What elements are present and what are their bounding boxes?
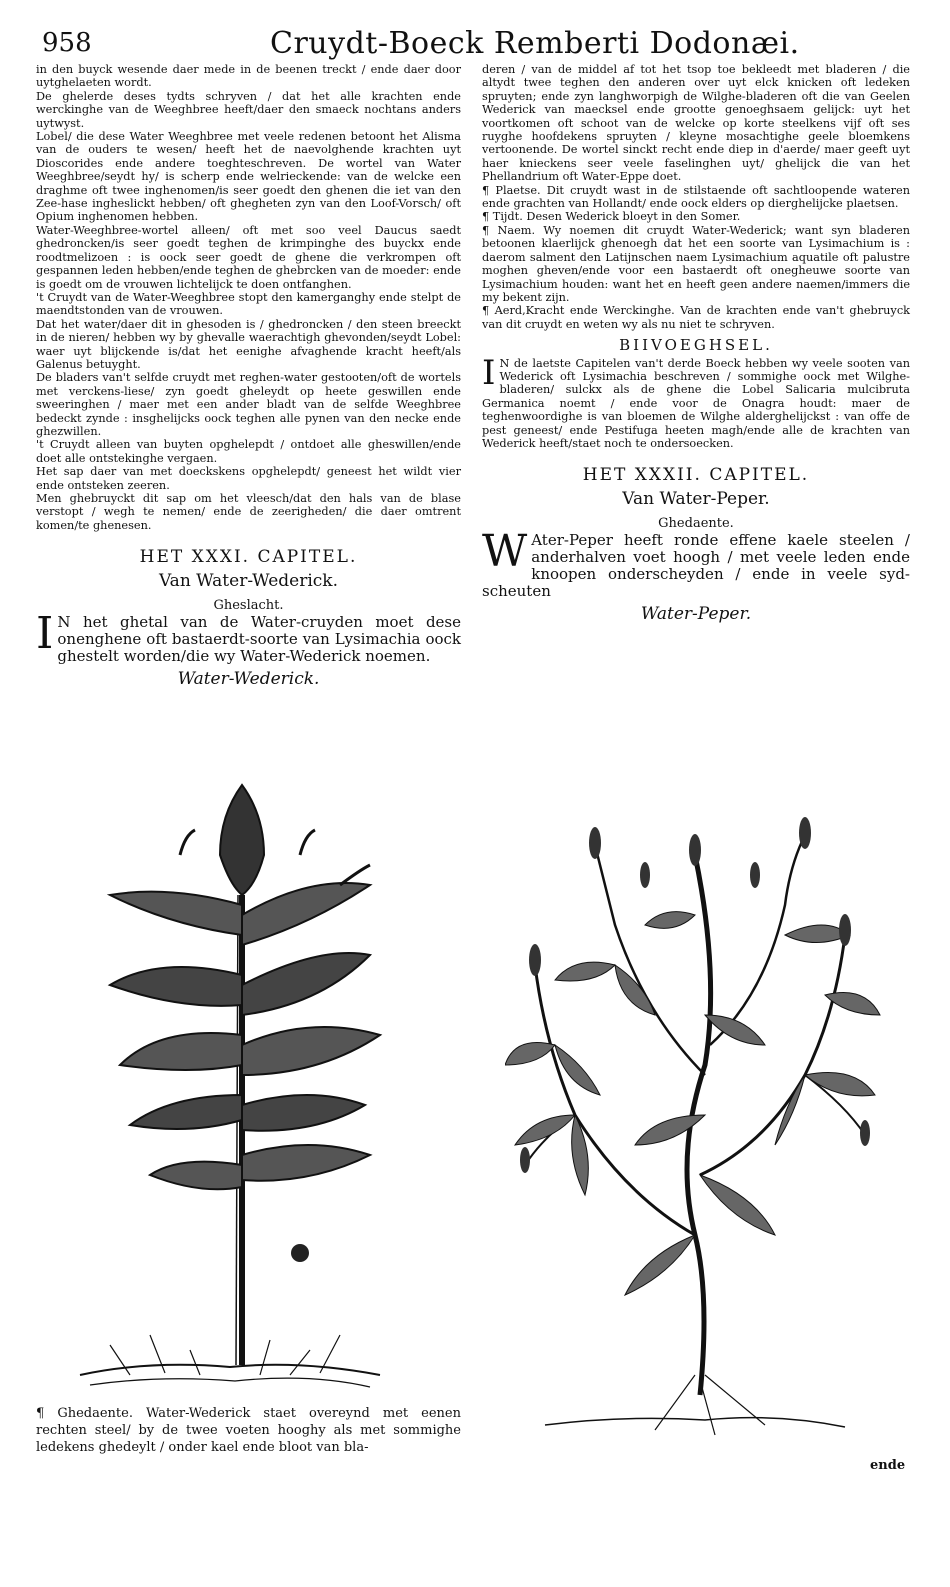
water-wederick-illustration	[70, 775, 390, 1400]
right-column	[482, 63, 910, 625]
paragraph: Lobel/ die dese Water Weeghbree met veele redenen betoont het Alisma van de ouders te wesen/ heeft het de naevolghende krachten uyt Dioscorides ende andere toeghteschreven. De wortel van Water Weeghbree/seydt hy/ is scherp ende welrieckende: van de welcke een draghme oft twee inghenomen/is seer goedt den ghenen die iet van den Zee-hase ingheslickt hebben/ oft ghegheten zyn van den Loof-Vorsch/ oft Opium inghenomen hebben.	[36, 130, 461, 224]
page-header	[40, 26, 910, 66]
paragraph: deren / van de middel af tot het tsop toe bekleedt met bladeren / die altydt twee teghen den anderen over uyt elck knicken oft ledeken spruyten; ende zyn langhworpigh de Wilghe-bladeren oft die van Geelen Wederick van maecksel ende grootte genoeghsaem gelijck: uyt het voortkomen oft schoot van de welcke op korte steelkens vijf oft ses ruyghe hoofdekens spruyten / kleyne mosachtighe geele bloemkens vertoonende. De wortel sinckt recht ende diep in d'aerde/ maer geeft uyt haer knieckens seer veele faselinghen uyt/ ghelijck die van het Phellandrium oft Water-Eppe doet.	[482, 63, 910, 184]
paragraph: ¶ Aerd,Kracht ende Werckinghe. Van de krachten ende van't ghebruyck van dit cruydt en weten wy als nu niet te schryven.	[482, 304, 910, 331]
page-number: 958	[42, 28, 92, 58]
water-peper-illustration	[505, 815, 885, 1455]
chapter-intro-text: Ater-Peper heeft ronde effene kaele steelen / anderhalven voet hoogh / met veele leden ende knoopen onderscheyden / ende in veele syd-scheuten	[482, 531, 910, 601]
paragraph: Dat het water/daer dit in ghesoden is / ghedroncken / den steen breeckt in de nieren/ hebben wy by ghevalle waerachtigh ghevonden/seydt Lobel: waer uyt blijckende is/dat het eenighe afvaghende kracht heeft/als Galenus betuyght.	[36, 317, 461, 371]
chapter-subtitle: Van Water-Peper.	[622, 489, 770, 510]
paragraph: De bladers van't selfde cruydt met reghen-water gestooten/oft de wortels met verckens-liese/ zyn goedt gheleydt op heete geswillen ende sweeringhen / maer met een ander bladt van de selfde Weeghbree bedeckt zynde : insghelijcks oock teghen alle pynen van den necke ende ghezwillen.	[36, 371, 461, 438]
section-label: Ghedaente.	[658, 516, 734, 532]
paragraph: 't Cruydt alleen van buyten opghelepdt / ontdoet alle gheswillen/ende doet alle ontstekinghe vergaen.	[36, 438, 461, 465]
figure-caption: Water-Wederick.	[177, 669, 320, 690]
bijvoegsel-text	[482, 352, 910, 451]
paragraph: De ghelerde deses tydts schryven / dat het alle krachten ende werckinghe van de Weeghbree heeft/daer den smaeck nochtans anders uytwyst.	[36, 89, 461, 130]
left-column	[36, 63, 461, 690]
section-label: Gheslacht.	[213, 598, 284, 614]
paragraph: ¶ Naem. Wy noemen dit cruydt Water-Wederick; want syn bladeren betoonen klaerlijck ghenoegh dat het een soorte van Lysimachium is : daerom salment den Latijnschen naem Lysimachium aquatile oft palustre moghen gheven/ende voor een bastaerdt oft onegheuwe soorte van Lysimachium houden: want het en heeft geen andere naemen/immers die my bekent zijn.	[482, 223, 910, 304]
left-bottom-text: ¶ Ghedaente. Water-Wederick staet overeynd met eenen rechten steel/ by de twee voeten hooghy als met sommighe ledekens ghedeylt / onder kael ende bloot van bla-	[36, 1406, 461, 1455]
figure-caption: Water-Peper.	[640, 604, 752, 625]
paragraph: in den buyck wesende daer mede in de beenen treckt / ende daer door uytghelaeten wordt.	[36, 63, 461, 90]
chapter-intro	[36, 608, 461, 666]
catchword: ende	[870, 1458, 906, 1473]
chapter-subtitle: Van Water-Wederick.	[158, 571, 339, 592]
drop-cap: I	[36, 608, 54, 660]
bijvoegsel-title: BIIVOEGHSEL.	[619, 336, 773, 355]
chapter-title: HET XXXII. CAPITEL.	[582, 465, 810, 486]
paragraph: 't Cruydt van de Water-Weeghbree stopt den kamerganghy ende stelpt de maendtstonden van de vrouwen.	[36, 290, 461, 318]
chapter-intro	[482, 526, 910, 601]
chapter-intro-text: N het ghetal van de Water-cruyden moet dese onenghene oft bastaerdt-soorte van Lysimachia oock ghestelt worden/die wy Water-Wederick noemen.	[57, 613, 461, 666]
bijvoegsel-body: N de laetste Capitelen van't derde Boeck hebben wy veele sooten van Wederick oft Lysimachia beschreven / sommighe oock met Wilghe-bladeren/ sulckx als de ghene die Lobel Salicaria mulcibruta Germanica noemt / ende voor de Onagra houdt: maer de teghenwoordighe is van bloemen de Wilghe alderghelijckst : van offe de pest geneest/ ende Pestifuga heeten magh/ende alle de krachten van Wederick heeft/staet noch te ondersoecken.	[482, 356, 910, 450]
paragraph: Water-Weeghbree-wortel alleen/ oft met soo veel Daucus saedt ghedroncken/is seer goedt teghen de krimpinghe des buyckx ende roodtmelizoen : is oock seer goedt de ghene die verkrompen oft gespannen leden hebben/ende teghen de gheb​rcken van de moeder: ende is goedt om de vrouwen lichtelijck te doen ontfanghen.	[36, 223, 461, 291]
paragraph: Het sap daer van met doeckskens opghelepdt/ geneest het wildt vier ende ontsteken zeeren.	[36, 465, 461, 492]
running-title: Cruydt-Boeck Remberti Dodonæi.	[270, 26, 800, 61]
paragraph: Men ghebruyckt dit sap om het vleesch/dat den hals van de blase verstopt / wegh te nemen/ ende de zeerigheden/ die daer omtrent komen/te ghenesen.	[36, 492, 461, 532]
paragraph: ¶ Plaetse. Dit cruydt wast in de stilstaende oft sachtloopende wateren ende grachten van Hollandt/ ende oock elders op dierghelijcke plaetsen.	[482, 183, 910, 211]
chapter-title: HET XXXI. CAPITEL.	[139, 547, 358, 568]
drop-cap: I	[482, 352, 496, 393]
paragraph: ¶ Tijdt. Desen Wederick bloeyt in den Somer.	[482, 210, 741, 224]
drop-cap: W	[482, 526, 528, 578]
